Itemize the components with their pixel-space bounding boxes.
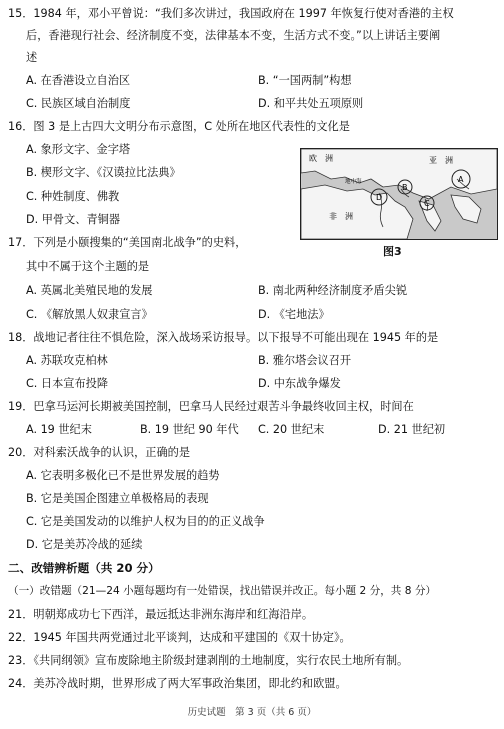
q22-text: 22．1945 年国共两党通过北平谈判，达成和平建国的《双十协定》。	[8, 631, 351, 644]
q17-stem-line-2: 其中不属于这个主题的是	[26, 260, 150, 273]
q18-stem-line-1: 18．战地记者往往不惧危险，深入战场采访报导。以下报导不可能出现在 1945 年的是	[8, 331, 439, 344]
q15-option-c: C. 民族区域自治制度	[26, 97, 131, 110]
figure-caption: 图3	[383, 245, 402, 258]
q18-option-c: C. 日本宣布投降	[26, 377, 109, 390]
q15-stem-line-2: 后，香港现行社会、经济制度不变，法律基本不变，生活方式不变。”以上讲话主要阐	[26, 29, 441, 42]
q18-option-d: D. 中东战争爆发	[258, 377, 341, 390]
q15-option-a: A. 在香港设立自治区	[26, 74, 131, 87]
q16-option-b: B. 楔形文字、《汉谟拉比法典》	[26, 166, 181, 179]
map-graphic	[301, 149, 497, 239]
q19-option-c: C. 20 世纪末	[258, 423, 325, 436]
map-label-asia: 亚 洲	[429, 156, 453, 165]
q20-option-b: B. 它是美国企图建立单极格局的表现	[26, 492, 209, 505]
map-label-d: D	[376, 193, 383, 202]
q19-option-d: D. 21 世纪初	[378, 423, 446, 436]
q20-option-a: A. 它表明多极化已不是世界发展的趋势	[26, 469, 220, 482]
map-label-mediterranean: 地中海	[345, 179, 362, 185]
map-label-a: A	[458, 175, 464, 184]
q19-option-b: B. 19 世纪 90 年代	[140, 423, 239, 436]
map-label-europe: 欧 洲	[309, 154, 333, 163]
q15-option-b: B. “一国两制”构想	[258, 74, 352, 87]
q21-text: 21．明朝郑成功七下西洋，最远抵达非洲东海岸和红海沿岸。	[8, 608, 314, 621]
q20-option-c: C. 它是美国发动的以维护人权为目的的正义战争	[26, 515, 265, 528]
q16-option-c: C. 种姓制度、佛教	[26, 190, 120, 203]
q19-stem-line-1: 19．巴拿马运河长期被美国控制，巴拿马人民经过艰苦斗争最终收回主权，时间在	[8, 400, 414, 413]
q16-stem-line-1: 16．图 3 是上古四大文明分布示意图，C 处所在地区代表性的文化是	[8, 120, 350, 133]
q18-option-a: A. 苏联攻克柏林	[26, 354, 108, 367]
ancient-civilizations-map	[300, 148, 498, 240]
q17-stem-line-1: 17．下列是小颐搜集的“美国南北战争”的史料，	[8, 236, 247, 249]
map-label-b: B	[402, 183, 408, 192]
q15-stem-line-3: 述	[26, 51, 38, 64]
section-title: 二、改错辨析题（共 20 分）	[8, 561, 160, 575]
q16-option-a: A. 象形文字、金字塔	[26, 143, 131, 156]
map-label-c: C	[424, 199, 430, 208]
q17-option-c: C. 《解放黑人奴隶宣言》	[26, 308, 153, 321]
q17-option-a: A. 英属北美殖民地的发展	[26, 284, 153, 297]
q15-option-d: D. 和平共处五项原则	[258, 97, 364, 110]
q15-stem-line-1: 15．1984 年，邓小平曾说：“我们多次讲过，我国政府在 1997 年恢复行使对香港的主权	[8, 7, 454, 20]
q20-stem-line-1: 20．对科索沃战争的认识，正确的是	[8, 446, 191, 459]
q17-option-d: D. 《宅地法》	[258, 308, 330, 321]
map-label-africa: 非 洲	[329, 212, 353, 221]
q19-option-a: A. 19 世纪末	[26, 423, 92, 436]
q18-option-b: B. 雅尔塔会议召开	[258, 354, 352, 367]
q17-option-b: B. 南北两种经济制度矛盾尖锐	[258, 284, 408, 297]
q20-option-d: D. 它是美苏冷战的延续	[26, 538, 143, 551]
page-footer: 历史试题 第 3 页（共 6 页）	[187, 707, 317, 718]
q24-text: 24．美苏冷战时期，世界形成了两大军事政治集团，即北约和欧盟。	[8, 677, 347, 690]
q16-option-d: D. 甲骨文、青铜器	[26, 213, 121, 226]
section-subtitle: （一）改错题（21—24 小题每题均有一处错误，找出错误并改正。每小题 2 分，共 8 分）	[8, 585, 437, 597]
q23-text: 23．《共同纲领》宣布废除地主阶级封建剥削的土地制度，实行农民土地所有制。	[8, 654, 409, 667]
